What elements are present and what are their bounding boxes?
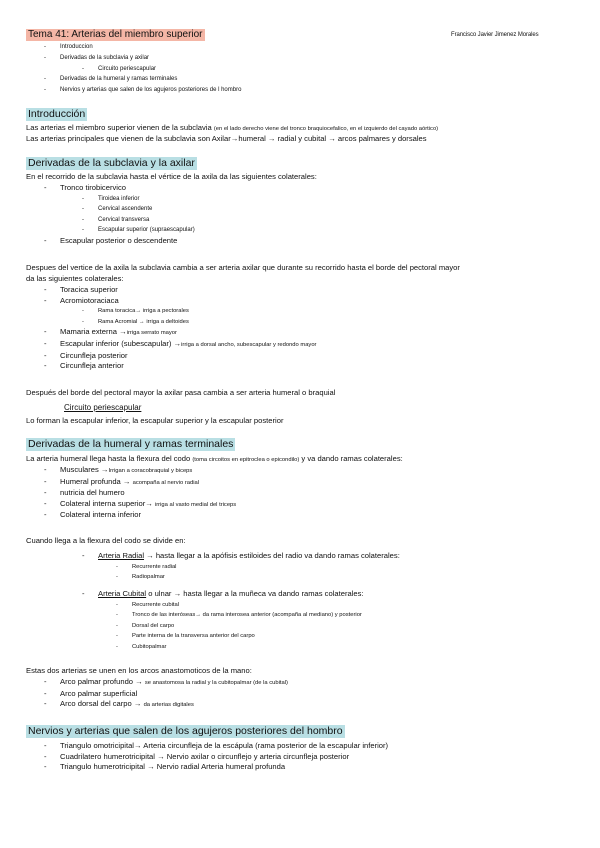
arteria-radial-line: - Arteria Radial → hasta llegar a la apófisis estiloides del radio va dando ramas colaterales: <box>82 551 400 560</box>
list-subitem: - Cubitopalmar <box>116 643 167 650</box>
list-item: - Musculares →Irrigan a coracobraquial y biceps <box>44 465 193 474</box>
toc-item: - Nervios y arterias que salen de los agujeros posteriores de l hombro <box>44 87 242 94</box>
list-item: - Acromiotoraciaca <box>44 295 119 305</box>
subclavia-paragraph-2b: da las siguientes colaterales: <box>26 274 124 283</box>
toc-item: - Derivadas de la subclavia y axilar <box>44 54 150 61</box>
subclavia-paragraph-2a: Despues del vertice de la axila la subclavia cambia a ser arteria axilar que durante su recorrido hasta el borde del pectoral mayor <box>26 263 460 272</box>
section-heading-subclavia: Derivadas de la subclavia y la axilar <box>28 157 195 169</box>
section-heading-introduccion: Introducción <box>28 108 86 120</box>
toc-item: - Derivadas de la humeral y ramas terminales <box>44 76 178 83</box>
list-subitem: - Parte interna de la transversa anterior del carpo <box>116 633 255 640</box>
list-subitem: - Tiroidea inferior <box>82 195 140 202</box>
document-title: Tema 41: Arterias del miembro superior <box>28 29 203 40</box>
arcos-list <box>44 677 288 711</box>
axilar-colaterales-list <box>44 285 316 372</box>
list-subitem: - Rama toracica→ irriga a pectorales <box>82 308 189 315</box>
list-subitem: - Recurrente radial <box>116 563 177 570</box>
list-item: - Colateral interna superior→ irriga al vasto medial del triceps <box>44 498 237 508</box>
list-item: - Arco dorsal del carpo → da arterias digitales <box>44 699 194 709</box>
humeral-colaterales-list <box>44 465 236 521</box>
subclavia-paragraph-1: En el recorrido de la subclavia hasta el vértice de la axila da las siguientes colaterales: <box>26 172 317 181</box>
list-item: - Triangulo humerotricipital → Nervio radial Arteria humeral profunda <box>44 762 286 772</box>
circuito-periescapular-text: Lo forman la escapular inferior, la escapular superior y la escapular posterior <box>26 416 284 425</box>
arteria-cubital-block <box>82 589 364 653</box>
list-subitem: - Tronco de las interóseas→ da rama interosea anterior (acompaña al mediano) y posterior <box>116 612 362 619</box>
list-item: - Arco palmar superficial <box>44 688 138 698</box>
list-subitem: - Escapular superior (supraescapular) <box>82 227 195 234</box>
list-item: - Toracica superior <box>44 285 118 294</box>
table-of-contents <box>44 42 241 96</box>
list-item: - Mamaria externa →irriga serrato mayor <box>44 327 177 337</box>
list-item: - Escapular inferior (subescapular) →irriga a dorsal ancho, subescapular y redondo mayor <box>44 338 317 348</box>
section-heading-humeral: Derivadas de la humeral y ramas terminales <box>28 438 234 450</box>
nervios-list <box>44 741 388 773</box>
section-heading-nervios: Nervios y arterias que salen de los agujeros posteriores del hombro <box>28 725 343 737</box>
list-subitem: - Rama Acromial → irriga a deltoides <box>82 318 189 325</box>
list-item: - Tronco tirobicervico <box>44 183 126 192</box>
humeral-paragraph-2: Cuando llega a la flexura del codo se divide en: <box>26 536 186 545</box>
circuito-periescapular-title: Circuito periescapular <box>64 403 142 412</box>
list-item: - Circunfleja posterior <box>44 350 128 360</box>
list-subitem: - Cervical transversa <box>82 216 150 223</box>
author-name: Francisco Javier Jimenez Morales <box>451 32 539 38</box>
intro-paragraph-1: Las arterias el miembro superior vienen de la subclavia (en el lado derecho viene del tronco braquiocefalico, en el izquierdo del cayado aórtico) <box>26 123 439 132</box>
list-item: - Circunfleja anterior <box>44 361 124 371</box>
list-item: - Escapular posterior o descendente <box>44 235 178 245</box>
toc-item: - Introduccion <box>44 44 93 50</box>
list-item: - Colateral interna inferior <box>44 510 142 520</box>
list-item: - Humeral profunda → acompaña al nervio radial <box>44 476 199 486</box>
arteria-cubital-line: - Arteria Cubital o ulnar → hasta llegar a la muñeca va dando ramas colaterales: <box>82 589 364 598</box>
humeral-paragraph-3: Estas dos arterias se unen en los arcos anastomoticos de la mano: <box>26 666 252 675</box>
list-subitem: - Radiopalmar <box>116 574 165 581</box>
toc-subitem: - Circuito periescapular <box>82 65 157 72</box>
list-item: - Triangulo omotricipital→ Arteria circunfleja de la escápula (rama posterior de la escapular inferior) <box>44 741 389 750</box>
list-subitem: - Cervical ascendente <box>82 206 153 213</box>
intro-paragraph-2: Las arterias principales que vienen de la subclavia son Axilar→humeral → radial y cubital → arcos palmares y dorsales <box>26 134 427 143</box>
humeral-paragraph-1: La arteria humeral llega hasta la flexura del codo (toma circoitos en epitroclea o epicondilo) y va dando ramas colaterales: <box>26 454 403 463</box>
list-item: - Arco palmar profundo → se anastomosa la radial y la cubitopalmar (de la cubital) <box>44 677 288 686</box>
subclavia-colaterales-list <box>44 183 195 247</box>
list-item: - nutricia del humero <box>44 488 125 498</box>
list-subitem: - Dorsal del carpo <box>116 622 175 629</box>
subclavia-paragraph-3: Después del borde del pectoral mayor la axilar pasa cambia a ser arteria humeral o braquial <box>26 388 336 397</box>
list-item: - Cuadrilatero humerotricipital → Nervio axilar o circunflejo y arteria circunfleja posterior <box>44 751 350 761</box>
arteria-radial-block <box>82 551 400 583</box>
list-subitem: - Recurrente cubital <box>116 601 180 608</box>
